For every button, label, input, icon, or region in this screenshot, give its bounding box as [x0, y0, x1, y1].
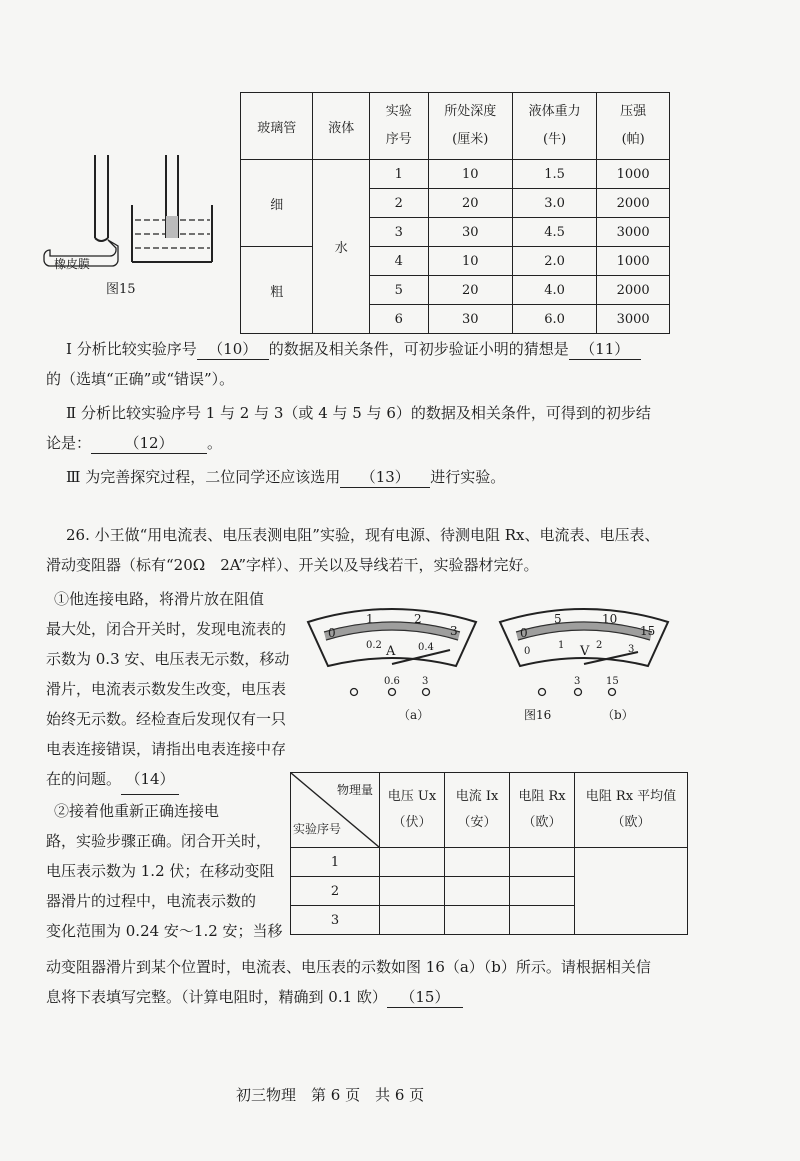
ammeter-tick: 1 [366, 612, 374, 626]
cell: 6.0 [512, 305, 596, 334]
problem-26-tail-2 [46, 986, 463, 1008]
question-2-line-2 [46, 432, 222, 454]
voltmeter-terminal: 15 [606, 676, 619, 687]
cell: 20 [428, 189, 512, 218]
cell: 3.0 [512, 189, 596, 218]
empty-cell[interactable] [380, 906, 445, 935]
cell: 4.0 [512, 276, 596, 305]
ammeter-letter: A [386, 644, 396, 659]
p1-line: 电表连接错误，请指出电表连接中存 [46, 740, 287, 758]
p1-line: ①他连接电路，将滑片放在阻值 [54, 590, 265, 608]
diag-top: 物理量 [336, 783, 373, 797]
cell: 2000 [597, 276, 670, 305]
cell: 1000 [597, 247, 670, 276]
voltmeter-tick-low: 1 [558, 640, 565, 651]
empty-cell[interactable] [380, 877, 445, 906]
cell: 1000 [597, 160, 670, 189]
empty-cell[interactable] [510, 906, 575, 935]
cell: 20 [428, 276, 512, 305]
problem-26-tail-1: 动变阻器滑片到某个位置时，电流表、电压表的示数如图 16（a）（b）所示。请根据相关信 [46, 958, 651, 976]
p1-line: 在的问题。 [46, 770, 122, 788]
table-row [241, 160, 670, 189]
figure-16b-label: （b） [602, 708, 634, 722]
ammeter-tick: 2 [414, 612, 422, 626]
problem-26-part-2 [46, 796, 296, 946]
question-2-line-1: Ⅱ 分析比较实验序号 1 与 2 与 3（或 4 与 5 与 6）的数据及相关条件，可得到的初步结 [66, 404, 651, 422]
p1-line: 始终无示数。经检查后发现仅有一只 [46, 710, 287, 728]
cell: 2.0 [512, 247, 596, 276]
empty-cell[interactable] [510, 848, 575, 877]
cell: 1.5 [512, 160, 596, 189]
p2-line: 器滑片的过程中，电流表示数的 [46, 892, 257, 910]
voltmeter-tick: 10 [602, 612, 618, 626]
row-index: 2 [291, 877, 380, 906]
col-tube: 玻璃管 [241, 93, 313, 160]
col-liquid: 液体 [313, 93, 370, 160]
col-current: 电流 Ix （安） [445, 773, 510, 848]
problem-26-part-1 [46, 584, 308, 795]
cell: 4.5 [512, 218, 596, 247]
cell: 30 [428, 305, 512, 334]
voltmeter-tick: 0 [520, 626, 528, 640]
col-pressure: 压强 (帕) [597, 93, 670, 160]
question-2-end: 。 [207, 434, 223, 452]
problem-26-intro-1: 26. 小王做“用电流表、电压表测电阻”实验，现有电源、待测电阻 Rx、电流表、电压表、 [66, 526, 660, 544]
cell: 3 [370, 218, 429, 247]
figure-16-caption: 图16 [524, 708, 552, 722]
voltmeter-letter: V [580, 644, 590, 659]
cell: 6 [370, 305, 429, 334]
diag-bottom: 实验序号 [293, 822, 342, 836]
cell: 2000 [597, 189, 670, 218]
blank-11[interactable]: （11） [569, 338, 641, 360]
empty-cell[interactable] [575, 848, 688, 935]
question-3-text-2: 进行实验。 [430, 468, 506, 486]
figure-16a-label: （a） [398, 708, 430, 722]
blank-10[interactable]: （10） [197, 338, 269, 360]
p2-line: 变化范围为 0.24 安～1.2 安；当移 [46, 922, 283, 940]
empty-cell[interactable] [445, 848, 510, 877]
p2-line: 路，实验步骤正确。闭合开关时， [46, 832, 272, 850]
question-1-text: Ⅰ 分析比较实验序号 [66, 340, 197, 358]
question-2-text: 论是： [46, 434, 92, 452]
blank-14[interactable]: （14） [121, 764, 179, 795]
cell: 4 [370, 247, 429, 276]
ammeter-tick: 3 [450, 624, 458, 638]
question-3-line [66, 466, 505, 488]
question-3-text: Ⅲ 为完善探究过程，二位同学还应该选用 [66, 468, 341, 486]
figure-15-bubble-label: 橡皮膜 [54, 257, 91, 271]
diagonal-header [291, 773, 380, 848]
cell: 5 [370, 276, 429, 305]
p2-line: ②接着他重新正确连接电 [54, 802, 220, 820]
voltmeter-tick-low: 3 [628, 644, 635, 655]
col-voltage: 电压 Ux （伏） [380, 773, 445, 848]
col-weight: 液体重力 (牛) [512, 93, 596, 160]
question-1-line-2: 的（选填“正确”或“错误”）。 [46, 370, 235, 388]
voltmeter-tick: 15 [640, 624, 656, 638]
cell: 3000 [597, 305, 670, 334]
blank-15[interactable]: （15） [387, 986, 463, 1008]
cell: 10 [428, 160, 512, 189]
cell: 30 [428, 218, 512, 247]
empty-cell[interactable] [380, 848, 445, 877]
col-average: 电阻 Rx 平均值 （欧） [575, 773, 688, 848]
ammeter-terminal: 3 [422, 676, 429, 687]
page-footer: 初三物理 第 6 页 共 6 页 [236, 1086, 425, 1104]
cell: 10 [428, 247, 512, 276]
ammeter-tick-low: 0.2 [366, 640, 382, 651]
voltmeter-tick-low: 0 [524, 646, 531, 657]
cell: 3000 [597, 218, 670, 247]
table-row [241, 247, 670, 276]
question-1-line-1 [66, 338, 641, 360]
experiment-table-2 [290, 772, 688, 935]
experiment-table-1 [240, 92, 670, 334]
voltmeter-tick: 5 [554, 612, 562, 626]
cell: 2 [370, 189, 429, 218]
figure-15 [40, 150, 230, 300]
empty-cell[interactable] [445, 877, 510, 906]
blank-12[interactable]: （12） [91, 432, 207, 454]
voltmeter-tick-low: 2 [596, 640, 603, 651]
figure-16 [302, 600, 682, 730]
p2-line: 电压表示数为 1.2 伏；在移动变阻 [46, 862, 275, 880]
cell: 1 [370, 160, 429, 189]
figure-15-caption: 图15 [106, 282, 136, 297]
row-index: 3 [291, 906, 380, 935]
problem-26-intro-2: 滑动变阻器（标有“20Ω 2A”字样）、开关以及导线若干，实验器材完好。 [46, 556, 539, 574]
tube-thick: 粗 [241, 247, 313, 334]
tube-thin: 细 [241, 160, 313, 247]
col-resistance: 电阻 Rx （欧） [510, 773, 575, 848]
p1-line: 滑片，电流表示数发生改变，电压表 [46, 680, 287, 698]
empty-cell[interactable] [510, 877, 575, 906]
p1-line: 示数为 0.3 安、电压表无示数，移动 [46, 650, 290, 668]
question-1-text-2: 的数据及相关条件，可初步验证小明的猜想是 [268, 340, 569, 358]
blank-13[interactable]: （13） [340, 466, 430, 488]
row-index: 1 [291, 848, 380, 877]
ammeter-tick: 0 [328, 626, 336, 640]
p1-line: 最大处，闭合开关时，发现电流表的 [46, 620, 287, 638]
table-row [291, 848, 688, 877]
ammeter-tick-low: 0.4 [418, 642, 434, 653]
empty-cell[interactable] [445, 906, 510, 935]
col-trial: 实验 序号 [370, 93, 429, 160]
ammeter-terminal: 0.6 [384, 676, 400, 687]
tail-text: 息将下表填写完整。（计算电阻时，精确到 0.1 欧） [46, 988, 387, 1006]
col-depth: 所处深度 (厘米) [428, 93, 512, 160]
voltmeter-terminal: 3 [574, 676, 581, 687]
liquid-water: 水 [313, 160, 370, 334]
